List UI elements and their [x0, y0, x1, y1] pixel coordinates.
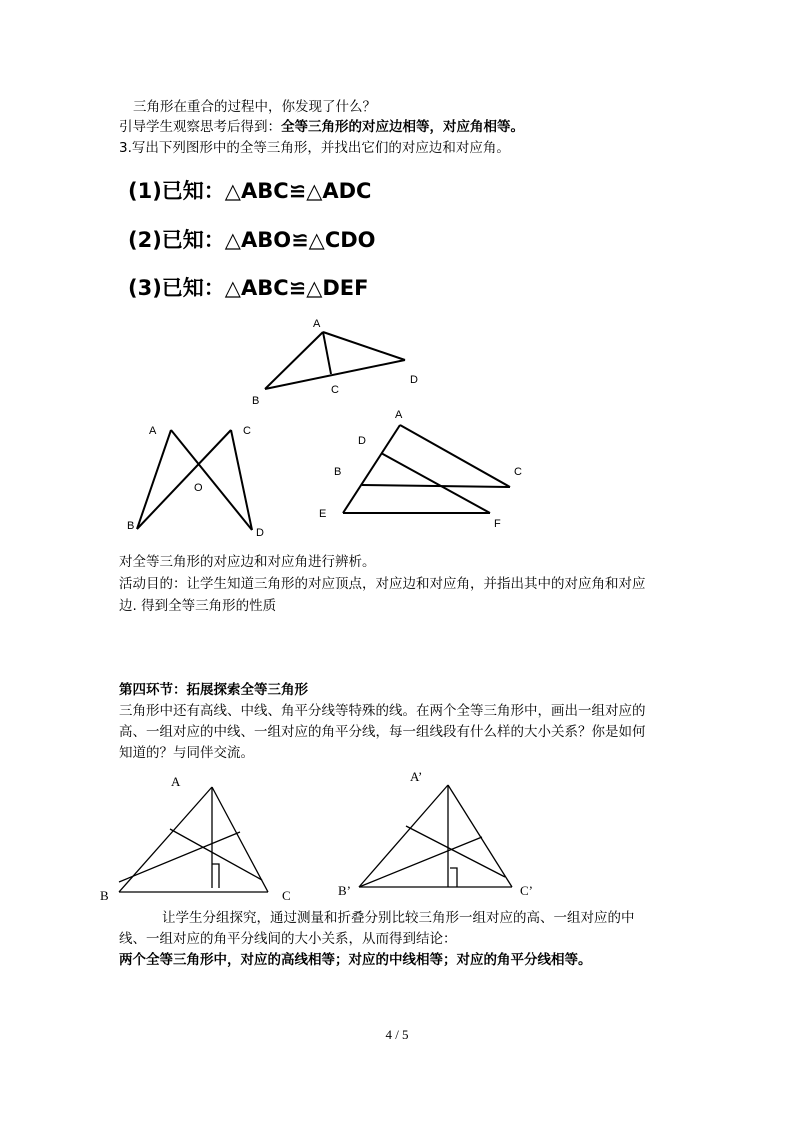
fig5-label-b: B’	[338, 883, 351, 898]
given-1: (1)已知：△ABC≌△ADC	[128, 179, 372, 203]
conclusion-p1: 让学生分组探究，通过测量和折叠分别比较三角形一组对应的高、一组对应的中	[162, 910, 635, 926]
section4-p2: 高、一组对应的中线、一组对应的角平分线，每一组线段有什么样的大小关系？你是如何	[119, 724, 646, 740]
fig1-label-c: C	[331, 384, 339, 396]
fig4-label-b: B	[100, 888, 109, 903]
task3-text: 3.写出下列图形中的全等三角形，并找出它们的对应边和对应角。	[119, 140, 510, 156]
fig1-label-b: B	[252, 395, 260, 407]
fig2-label-d: D	[256, 527, 264, 539]
fig3-label-c: C	[514, 466, 522, 478]
fig2-line-ba	[137, 430, 171, 529]
section4-heading: 第四环节：拓展探索全等三角形	[119, 682, 308, 698]
fig1-label-a: A	[313, 318, 321, 330]
figure-5	[359, 785, 512, 887]
fig1-line-ba	[265, 332, 323, 389]
fig3-label-b: B	[334, 466, 342, 478]
given-2: (2)已知：△ABO≌△CDO	[128, 228, 376, 252]
intro-question: 三角形在重合的过程中，你发现了什么？	[133, 99, 376, 115]
guide-prefix: 引导学生观察思考后得到：	[119, 119, 281, 135]
fig2-line-cd	[231, 430, 252, 530]
section4-p3: 知道的？与同伴交流。	[119, 745, 254, 761]
fig1-line-ac	[323, 332, 331, 374]
figure-3	[343, 425, 510, 513]
fig4-label-a: A	[171, 774, 181, 789]
fig3-label-f: F	[494, 518, 501, 530]
fig3-label-e: E	[319, 508, 327, 520]
fig4-right-angle	[212, 864, 219, 888]
fig5-label-c: C’	[520, 883, 533, 898]
analysis-line-1: 对全等三角形的对应边和对应角进行辨析。	[119, 554, 376, 570]
fig5-line-2	[359, 837, 482, 887]
figure-2	[137, 430, 252, 530]
fig2-label-c: C	[243, 425, 251, 437]
fig3-label-d: D	[358, 435, 366, 447]
fig1-line-ad	[323, 332, 405, 360]
fig1-label-d: D	[410, 374, 418, 386]
fig2-label-a: A	[149, 425, 157, 437]
fig3-line-ea	[343, 425, 400, 513]
fig3-line-df	[381, 453, 490, 513]
fig5-label-a: A’	[410, 769, 423, 784]
analysis-line-2: 活动目的：让学生知道三角形的对应顶点，对应边和对应角，并指出其中的对应角和对应	[119, 576, 646, 592]
conclusion-bold: 两个全等三角形中，对应的高线相等；对应的中线相等；对应的角平分线相等。	[119, 952, 592, 968]
guide-conclusion: 全等三角形的对应边相等，对应角相等。	[281, 119, 524, 135]
fig5-line-ba	[359, 785, 448, 887]
fig4-label-c: C	[282, 888, 291, 903]
fig2-label-b: B	[127, 520, 135, 532]
fig3-line-bc	[362, 485, 510, 487]
fig5-right-angle	[450, 868, 457, 887]
given-3: (3)已知：△ABC≌△DEF	[128, 276, 369, 300]
analysis-line-3: 边. 得到全等三角形的性质	[119, 598, 277, 614]
fig2-label-o: O	[194, 482, 203, 494]
section4-p1: 三角形中还有高线、中线、角平分线等特殊的线。在两个全等三角形中，画出一组对应的	[119, 703, 646, 719]
fig3-line-ac	[400, 425, 510, 487]
figure-4	[119, 787, 268, 892]
fig3-label-a: A	[395, 409, 403, 421]
page-number: 4 / 5	[385, 1027, 409, 1042]
figure-1	[265, 332, 405, 389]
conclusion-p2: 线、一组对应的角平分线间的大小关系，从而得到结论：	[119, 931, 457, 947]
